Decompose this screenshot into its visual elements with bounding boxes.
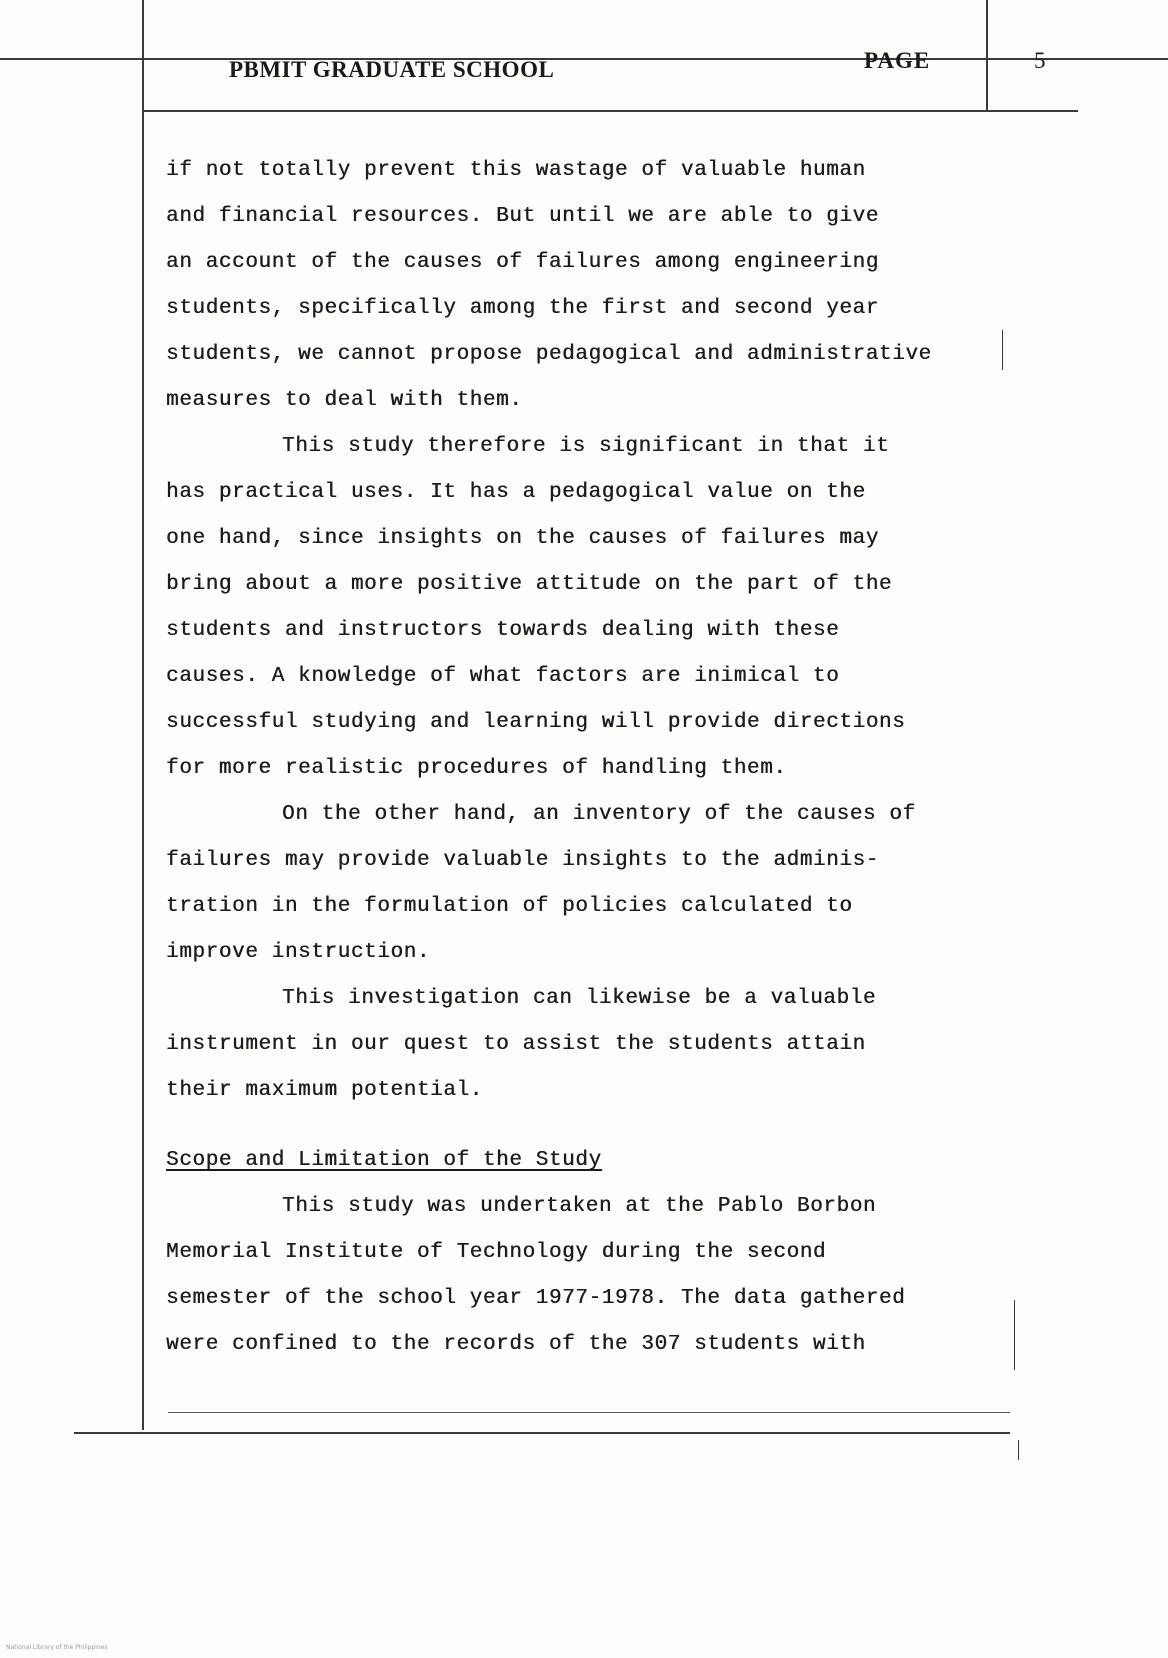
text-line: instrument in our quest to assist the students attain xyxy=(166,1033,866,1056)
section-heading: Scope and Limitation of the Study xyxy=(166,1149,602,1172)
paragraph-2 xyxy=(166,424,996,792)
text-line: students and instructors towards dealing with these xyxy=(166,619,840,642)
text-line: semester of the school year 1977-1978. The data gathered xyxy=(166,1287,906,1310)
text-line: On the other hand, an inventory of the causes of xyxy=(282,803,916,826)
text-line: and financial resources. But until we are able to give xyxy=(166,205,879,228)
text-line: This study was undertaken at the Pablo Borbon xyxy=(282,1195,877,1218)
frame-line-right-mark xyxy=(1002,330,1003,370)
frame-line-bottom xyxy=(74,1432,1010,1434)
text-line: were confined to the records of the 307 students with xyxy=(166,1333,866,1356)
paragraph-4 xyxy=(166,976,996,1114)
text-line: for more realistic procedures of handling them. xyxy=(166,757,787,780)
frame-line-top xyxy=(0,58,1168,60)
frame-line-right-top xyxy=(986,0,988,112)
text-line: successful studying and learning will provide directions xyxy=(166,711,906,734)
frame-line-bottom-inner xyxy=(168,1412,1010,1413)
text-line: if not totally prevent this wastage of valuable human xyxy=(166,159,866,182)
text-line: tration in the formulation of policies calculated to xyxy=(166,895,853,918)
text-line: causes. A knowledge of what factors are inimical to xyxy=(166,665,840,688)
text-line: measures to deal with them. xyxy=(166,389,523,412)
text-line: has practical uses. It has a pedagogical value on the xyxy=(166,481,866,504)
frame-line-left xyxy=(142,112,144,1430)
text-line: students, we cannot propose pedagogical and administrative xyxy=(166,343,932,366)
text-line: their maximum potential. xyxy=(166,1079,483,1102)
frame-line-left-top xyxy=(142,0,144,112)
text-line: This investigation can likewise be a valuable xyxy=(282,987,877,1010)
paragraph-3 xyxy=(166,792,996,976)
paragraph-5 xyxy=(166,1184,996,1368)
section-gap xyxy=(166,1114,996,1138)
text-line: improve instruction. xyxy=(166,941,431,964)
text-line: bring about a more positive attitude on the part of the xyxy=(166,573,893,596)
frame-line-header xyxy=(142,110,1078,112)
page-number: 5 xyxy=(1034,48,1046,73)
text-line: failures may provide valuable insights to the adminis- xyxy=(166,849,879,872)
text-line: Memorial Institute of Technology during the second xyxy=(166,1241,827,1264)
archive-stamp: National Library of the Philippines xyxy=(6,1644,108,1651)
institution-title: PBMIT GRADUATE SCHOOL xyxy=(229,57,555,82)
body-text xyxy=(166,148,996,1368)
page-label: PAGE xyxy=(864,48,931,73)
text-line: students, specifically among the first and second year xyxy=(166,297,879,320)
frame-line-right-lower xyxy=(1014,1300,1015,1370)
text-line: an account of the causes of failures among engineering xyxy=(166,251,879,274)
text-line: This study therefore is significant in that it xyxy=(282,435,890,458)
frame-line-right-tick xyxy=(1018,1440,1019,1460)
paragraph-1 xyxy=(166,148,996,424)
text-line: one hand, since insights on the causes of failures may xyxy=(166,527,879,550)
